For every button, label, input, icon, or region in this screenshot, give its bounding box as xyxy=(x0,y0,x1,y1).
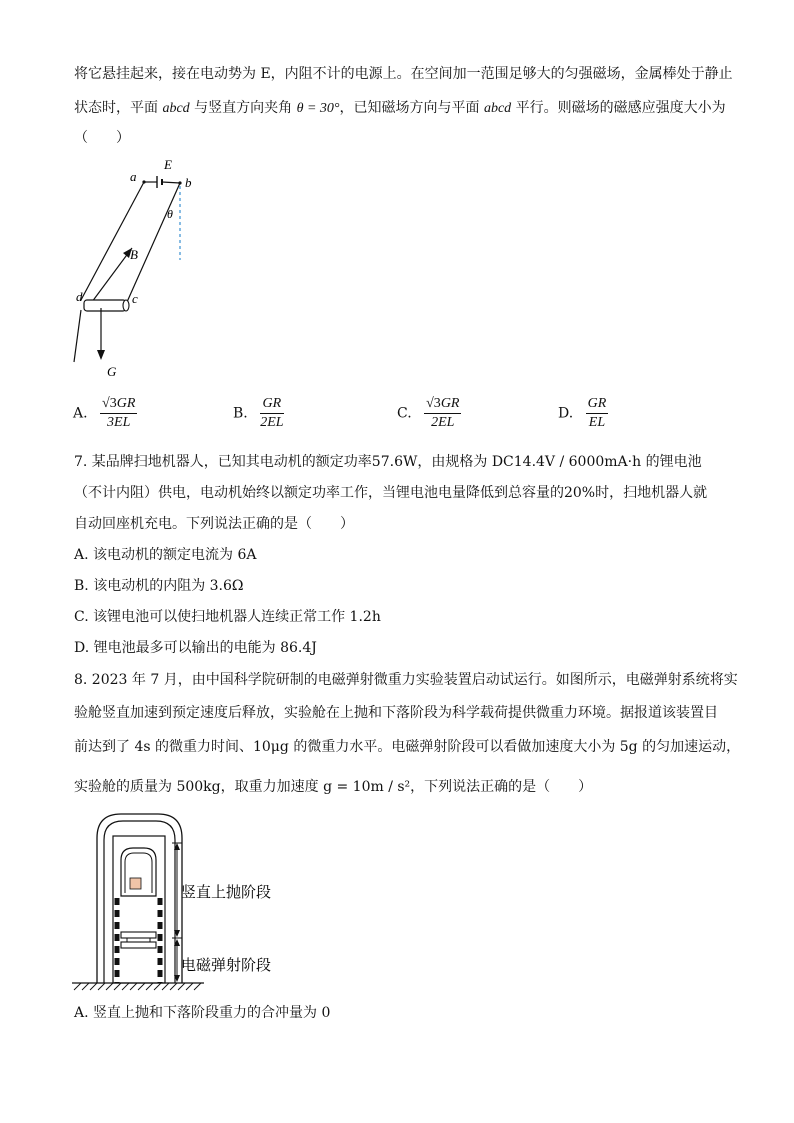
rail-right xyxy=(127,183,180,302)
label-a: a xyxy=(130,169,137,184)
q7-option-a[interactable]: A. 该电动机的额定电流为 6A xyxy=(74,547,257,563)
fraction-numerator: GR xyxy=(587,396,607,411)
q6-answer-paren: （ ） xyxy=(74,130,130,146)
rail-left xyxy=(81,182,144,300)
q6-option-d[interactable] xyxy=(558,396,608,431)
q8-option-a[interactable]: A. 竖直上抛和下落阶段重力的合冲量为 0 xyxy=(74,1005,331,1021)
label-d: d xyxy=(76,289,83,304)
sqrt-prefix: √3 xyxy=(102,396,117,411)
fraction-denominator: 2EL xyxy=(431,415,455,430)
option-letter: B. xyxy=(233,405,248,422)
fraction-numerator: GR xyxy=(262,396,282,411)
q6-text-line-1: 将它悬挂起来，接在电动势为 E，内阻不计的电源上。在空间加一范围足够大的匀强磁场，金属棒处于静止 xyxy=(74,66,733,82)
option-letter: D. xyxy=(558,405,574,422)
payload-box xyxy=(130,878,141,889)
q6-figure xyxy=(60,150,210,385)
q8-text-line-1: 8. 2023 年 7 月，由中国科学院研制的电磁弹射微重力实验装置启动试运行。如图所示，电磁弹射系统将实 xyxy=(74,672,738,688)
option-fraction xyxy=(260,396,283,431)
q6-line2-part: 平行。则磁场的磁感应强度大小为 xyxy=(511,100,726,116)
q6-option-a[interactable] xyxy=(73,396,137,431)
q7-option-c[interactable]: C. 该锂电池可以使扫地机器人连续正常工作 1.2h xyxy=(74,609,381,625)
label-e: E xyxy=(164,157,172,172)
q6-plane-label: abcd xyxy=(162,101,190,116)
fraction-denominator: EL xyxy=(588,415,606,430)
sqrt-prefix: √3 xyxy=(426,396,441,411)
point-a xyxy=(142,180,145,183)
q7-option-b[interactable]: B. 该电动机的内阻为 3.6Ω xyxy=(74,578,244,594)
q7-text-line-2: （不计内阻）供电，电动机始终以额定功率工作，当锂电池电量降低到总容量的20%时，扫地机器人就 xyxy=(74,485,708,501)
q7-text-line-1: 7. 某品牌扫地机器人，已知其电动机的额定功率57.6W，由规格为 DC14.4V / 6000mA·h 的锂电池 xyxy=(74,454,702,470)
label-b: b xyxy=(185,175,192,190)
label-g: G xyxy=(107,364,117,379)
label-electromagnetic-launch-stage: 电磁弹射阶段 xyxy=(181,956,272,974)
q7-text-line-3: 自动回座机充电。下列说法正确的是（ ） xyxy=(74,516,354,532)
g-arrow-head xyxy=(97,350,105,360)
point-b xyxy=(178,181,181,184)
fraction-numerator: GR xyxy=(440,396,460,411)
label-b-field: B xyxy=(130,247,138,262)
carrier-top xyxy=(121,932,156,938)
rod-end xyxy=(123,300,129,311)
fraction-denominator: 2EL xyxy=(260,415,284,430)
q8-figure xyxy=(64,808,304,993)
label-c: c xyxy=(132,291,138,306)
q6-plane-label: abcd xyxy=(483,101,512,116)
q6-line2-part: 状态时，平面 xyxy=(74,100,163,116)
q6-text-line-2 xyxy=(74,98,726,119)
metal-rod xyxy=(84,300,126,311)
q8-text-line-3: 前达到了 4s 的微重力时间、10μg 的微重力水平。电磁弹射阶段可以看做加速度大小为 5g 的匀加速运动， xyxy=(74,739,741,755)
fraction-denominator: 3EL xyxy=(107,415,131,430)
option-letter: A. xyxy=(73,405,88,422)
q6-option-b[interactable] xyxy=(233,396,284,431)
fraction-numerator: GR xyxy=(116,396,136,411)
label-vertical-throw-stage: 竖直上抛阶段 xyxy=(181,883,272,901)
carrier-bottom xyxy=(121,942,156,948)
wire-b xyxy=(162,182,180,183)
q6-line2-part: 与竖直方向夹角 xyxy=(189,100,297,116)
q8-text-line-4: 实验舱的质量为 500kg，取重力加速度 g = 10m / s²，下列说法正确的是（ ） xyxy=(74,779,593,795)
q7-option-d[interactable]: D. 锂电池最多可以输出的电能为 86.4J xyxy=(74,640,317,656)
q6-angle-expression: θ = 30° xyxy=(296,101,340,116)
rail-left-extension xyxy=(74,310,81,362)
option-fraction xyxy=(586,396,609,431)
option-fraction xyxy=(100,396,137,431)
q6-option-c[interactable] xyxy=(397,396,461,431)
ground-hatching xyxy=(74,983,201,990)
outer-tower xyxy=(97,814,182,983)
label-theta: θ xyxy=(167,207,173,221)
option-letter: C. xyxy=(397,405,412,422)
option-fraction xyxy=(424,396,461,431)
q6-line2-part: ，已知磁场方向与平面 xyxy=(339,100,484,116)
q8-text-line-2: 验舱竖直加速到预定速度后释放，实验舱在上抛和下落阶段为科学载荷提供微重力环境。据报道该装置目 xyxy=(74,705,718,721)
